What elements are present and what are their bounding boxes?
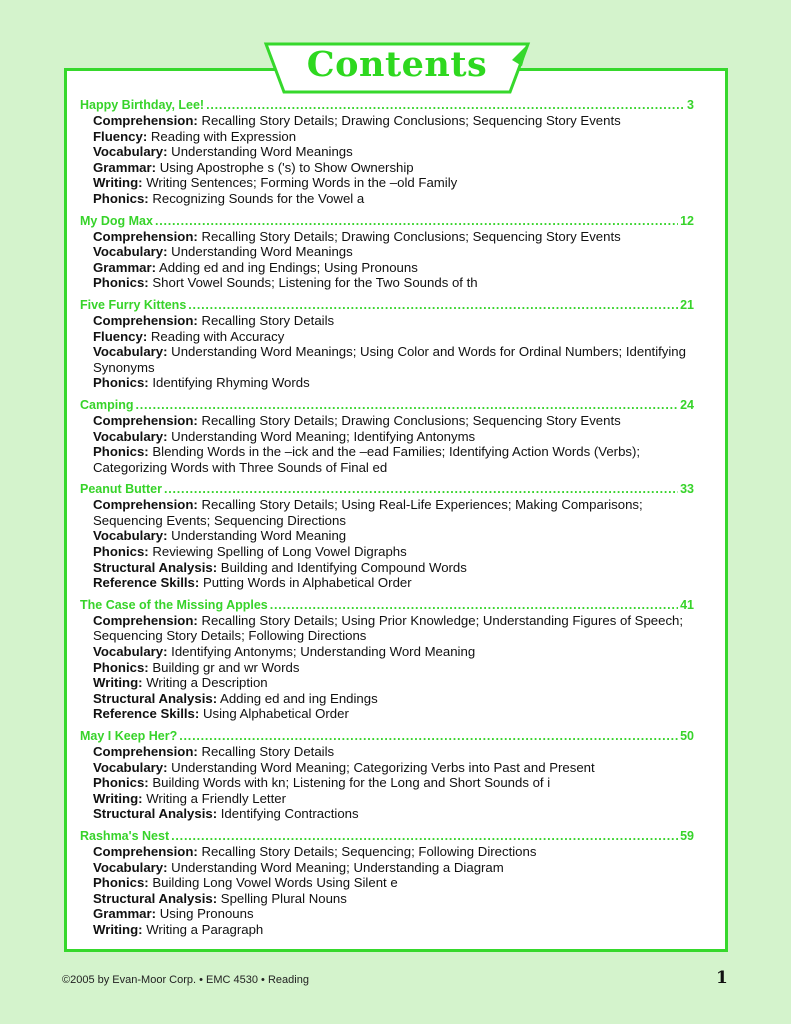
skill-label: Comprehension: — [93, 113, 198, 128]
skill-description: Using Alphabetical Order — [199, 706, 349, 722]
page-title: Contents — [306, 44, 488, 85]
skill-label: Structural Analysis: — [93, 890, 218, 906]
story-title: Five Furry Kittens — [80, 297, 187, 312]
skill-description: Building gr and wr Words — [148, 659, 300, 675]
skill-entry — [93, 775, 694, 791]
skill-entry — [93, 644, 694, 660]
skill-label: Writing: — [93, 675, 143, 691]
story-page-number: 33 — [680, 482, 694, 497]
skill-label: Reference Skills: — [93, 706, 200, 722]
table-of-contents — [80, 97, 694, 944]
skill-label: Grammar: — [93, 906, 157, 922]
skill-description: Understanding Word Meanings — [167, 144, 353, 160]
toc-section-heading — [80, 597, 694, 613]
skill-entry — [93, 891, 694, 907]
skill-description: Recalling Story Details — [197, 744, 335, 759]
skill-description: Recalling Story Details; Sequencing; Following Directions — [197, 843, 537, 859]
toc-section-camping — [80, 397, 694, 475]
skill-description: Reading with Accuracy — [147, 328, 285, 344]
skill-label: Phonics: — [93, 659, 149, 675]
skill-entry — [93, 544, 694, 560]
skill-entry — [93, 675, 694, 691]
skill-label: Vocabulary: — [93, 759, 168, 775]
skill-description: Understanding Word Meanings — [167, 244, 353, 260]
skill-description: Recognizing Sounds for the Vowel a — [148, 190, 365, 206]
skill-description: Adding ed and ing Endings; Using Pronouns — [156, 259, 418, 275]
contents-banner — [262, 40, 532, 98]
skill-description: Writing a Description — [142, 675, 268, 691]
skill-entry — [93, 497, 694, 528]
skill-description: Putting Words in Alphabetical Order — [199, 575, 412, 591]
story-title: My Dog Max — [80, 213, 153, 228]
skill-label: Writing: — [93, 790, 143, 806]
footer-copyright: ©2005 by Evan-Moor Corp. • EMC 4530 • Reading — [62, 974, 309, 986]
skill-label: Grammar: — [93, 259, 157, 275]
skill-entry — [93, 329, 694, 345]
skill-description: Understanding Word Meaning; Understanding a Diagram — [167, 859, 504, 875]
skill-description: Reading with Expression — [147, 128, 297, 144]
skill-description: Identifying Rhyming Words — [148, 375, 310, 391]
skill-label: Structural Analysis: — [93, 690, 218, 706]
toc-section-heading — [80, 481, 694, 497]
story-title: Happy Birthday, Lee! — [80, 98, 205, 112]
skill-entry — [93, 175, 694, 191]
dot-leader — [135, 397, 678, 413]
skill-description: Identifying Contractions — [217, 806, 359, 822]
skill-description: Recalling Story Details; Using Real-Life Experiences; Making Comparisons; Sequencing Events; Sequencing Directions — [93, 497, 643, 528]
toc-section-my-dog-max — [80, 213, 694, 291]
skill-description: Building Words with kn; Listening for the Long and Short Sounds of i — [148, 775, 551, 791]
skill-label: Fluency: — [93, 128, 148, 144]
skill-description: Writing Sentences; Forming Words in the –old Family — [142, 175, 458, 191]
skill-description: Spelling Plural Nouns — [217, 890, 347, 906]
skill-entry — [93, 260, 694, 276]
skill-entry — [93, 860, 694, 876]
dot-leader — [164, 481, 678, 497]
skill-description: Recalling Story Details; Drawing Conclusions; Sequencing Story Events — [197, 228, 621, 244]
skill-description: Using Pronouns — [156, 906, 254, 922]
skill-entry — [93, 906, 694, 922]
story-title: Rashma's Nest — [80, 828, 170, 843]
toc-section-may-i-keep-her — [80, 728, 694, 822]
skill-label: Phonics: — [93, 375, 149, 391]
story-page-number: 41 — [680, 597, 694, 612]
skill-entry — [93, 344, 694, 375]
skill-entry — [93, 922, 694, 938]
toc-section-happy-birthday-lee — [80, 97, 694, 207]
skill-description: Recalling Story Details; Drawing Conclusions; Sequencing Story Events — [197, 113, 621, 128]
skill-entry — [93, 744, 694, 760]
toc-section-heading — [80, 828, 694, 844]
skill-label: Phonics: — [93, 444, 149, 460]
skill-entry — [93, 613, 694, 644]
skill-entry — [93, 429, 694, 445]
skill-label: Comprehension: — [93, 312, 198, 328]
skill-entry — [93, 528, 694, 544]
skill-label: Vocabulary: — [93, 428, 168, 444]
skill-description: Recalling Story Details; Using Prior Knowledge; Understanding Figures of Speech; Sequencing Story Details; Following Directions — [93, 612, 684, 644]
dot-leader — [179, 728, 678, 744]
skill-label: Writing: — [93, 175, 143, 191]
skill-label: Fluency: — [93, 328, 148, 344]
skill-label: Comprehension: — [93, 497, 198, 513]
skill-label: Comprehension: — [93, 612, 198, 628]
skill-entry — [93, 191, 694, 207]
page-number: 1 — [716, 968, 728, 988]
skill-label: Reference Skills: — [93, 575, 200, 591]
skill-label: Comprehension: — [93, 228, 198, 244]
skill-label: Structural Analysis: — [93, 559, 218, 575]
story-title: Camping — [80, 397, 134, 412]
toc-section-heading — [80, 728, 694, 744]
story-page-number: 12 — [680, 213, 694, 228]
skill-entry — [93, 375, 694, 391]
skill-description: Building Long Vowel Words Using Silent e — [148, 875, 398, 891]
skill-description: Understanding Word Meaning; Identifying Antonyms — [167, 428, 476, 444]
skill-description: Adding ed and ing Endings — [217, 690, 378, 706]
skill-description: Identifying Antonyms; Understanding Word Meaning — [167, 644, 476, 660]
skill-label: Phonics: — [93, 275, 149, 291]
dot-leader — [188, 297, 678, 313]
skill-entry — [93, 760, 694, 776]
skill-entry — [93, 229, 694, 245]
skill-description: Recalling Story Details — [197, 312, 335, 328]
skill-label: Phonics: — [93, 775, 149, 791]
skill-entry — [93, 413, 694, 429]
skill-entry — [93, 275, 694, 291]
skill-entry — [93, 144, 694, 160]
skill-entry — [93, 660, 694, 676]
skill-description: Building and Identifying Compound Words — [217, 559, 467, 575]
skill-entry — [93, 806, 694, 822]
skill-entry — [93, 313, 694, 329]
skill-label: Comprehension: — [93, 744, 198, 759]
skill-entry — [93, 244, 694, 260]
story-page-number: 3 — [687, 98, 694, 112]
skill-description: Writing a Friendly Letter — [142, 790, 286, 806]
skill-label: Vocabulary: — [93, 859, 168, 875]
story-title: Peanut Butter — [80, 482, 162, 497]
skill-label: Phonics: — [93, 875, 149, 891]
dot-leader — [155, 213, 678, 229]
toc-section-heading — [80, 297, 694, 313]
skill-entry — [93, 560, 694, 576]
skill-label: Phonics: — [93, 190, 149, 206]
skill-label: Comprehension: — [93, 412, 198, 428]
skill-label: Phonics: — [93, 544, 149, 560]
skill-label: Vocabulary: — [93, 644, 168, 660]
dot-leader — [171, 828, 678, 844]
skill-entry — [93, 113, 694, 129]
skill-label: Vocabulary: — [93, 144, 168, 160]
toc-section-rashma-s-nest — [80, 828, 694, 938]
skill-description: Writing a Paragraph — [142, 921, 264, 937]
skill-entry — [93, 129, 694, 145]
skill-entry — [93, 791, 694, 807]
story-title: May I Keep Her? — [80, 729, 178, 743]
skill-entry — [93, 706, 694, 722]
story-page-number: 21 — [680, 297, 694, 312]
skill-entry — [93, 691, 694, 707]
skill-entry — [93, 875, 694, 891]
skill-description: Understanding Word Meaning — [167, 528, 347, 544]
skill-description: Reviewing Spelling of Long Vowel Digraphs — [148, 544, 407, 560]
story-page-number: 59 — [680, 828, 694, 843]
skill-entry — [93, 844, 694, 860]
toc-section-peanut-butter — [80, 481, 694, 591]
toc-section-five-furry-kittens — [80, 297, 694, 391]
story-page-number: 24 — [680, 397, 694, 412]
skill-label: Writing: — [93, 921, 143, 937]
skill-label: Comprehension: — [93, 843, 198, 859]
story-title: The Case of the Missing Apples — [80, 597, 268, 612]
skill-description: Short Vowel Sounds; Listening for the Two Sounds of th — [148, 275, 478, 291]
toc-section-heading — [80, 397, 694, 413]
skill-description: Using Apostrophe s ('s) to Show Ownership — [156, 159, 414, 175]
skill-label: Structural Analysis: — [93, 806, 218, 822]
skill-label: Vocabulary: — [93, 244, 168, 260]
dot-leader — [206, 97, 685, 113]
toc-section-heading — [80, 97, 694, 113]
skill-entry — [93, 444, 694, 475]
skill-label: Grammar: — [93, 159, 157, 175]
skill-description: Understanding Word Meanings; Using Color and Words for Ordinal Numbers; Identifying Synonyms — [93, 344, 686, 375]
skill-entry — [93, 575, 694, 591]
skill-description: Recalling Story Details; Drawing Conclusions; Sequencing Story Events — [197, 412, 621, 428]
dot-leader — [270, 597, 678, 613]
toc-section-heading — [80, 213, 694, 229]
skill-description: Blending Words in the –ick and the –ead Families; Identifying Action Words (Verbs); Categorizing Words with Three Sounds of Final ed — [93, 444, 641, 475]
skill-entry — [93, 160, 694, 176]
toc-section-the-case-of-the-missing-apples — [80, 597, 694, 722]
skill-label: Vocabulary: — [93, 344, 168, 360]
story-page-number: 50 — [680, 729, 694, 743]
skill-description: Understanding Word Meaning; Categorizing Verbs into Past and Present — [167, 759, 595, 775]
skill-label: Vocabulary: — [93, 528, 168, 544]
